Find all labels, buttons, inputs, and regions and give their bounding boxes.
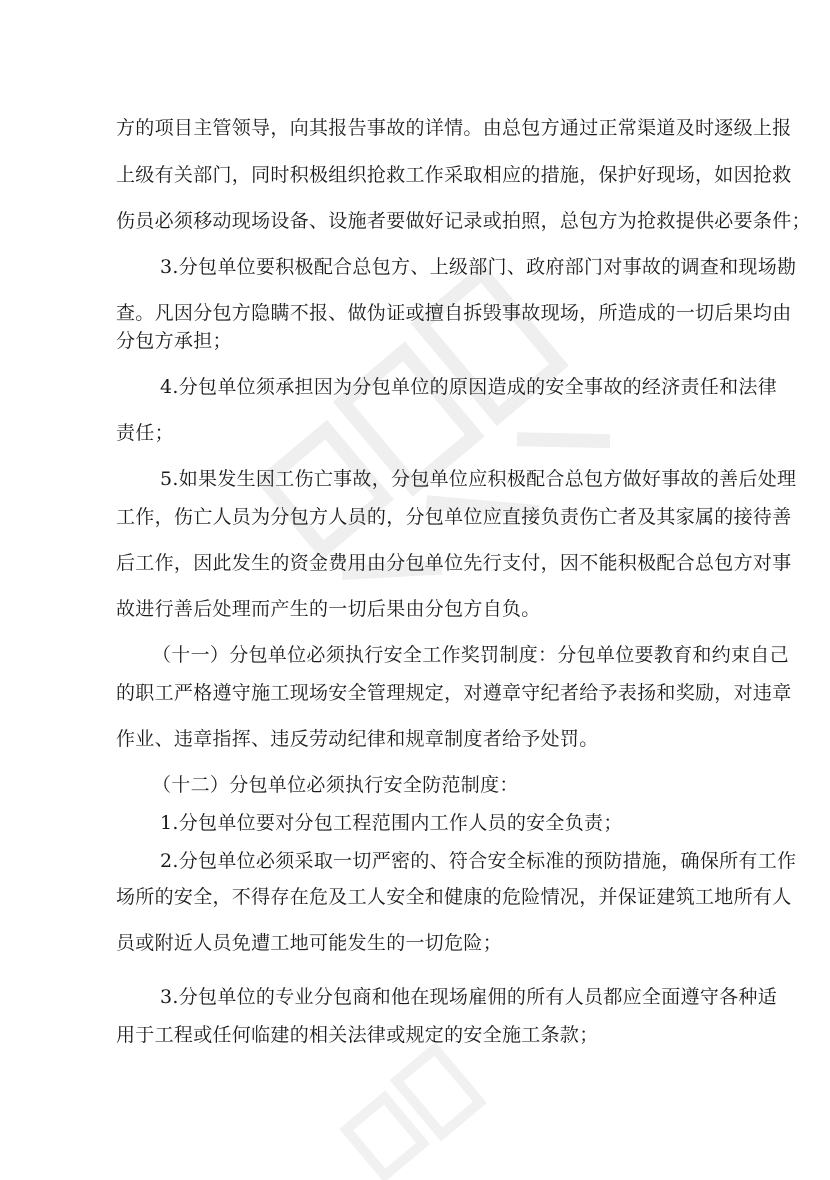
- body-line: 工作，伤亡人员为分包方人员的，分包单位应直接负责伤亡者及其家属的接待善: [116, 506, 792, 528]
- body-line: 场所的安全，不得存在危及工人安全和健康的危险情况，并保证建筑工地所有人: [116, 886, 792, 908]
- body-line: 1.分包单位要对分包工程范围内工作人员的安全负责；: [160, 812, 623, 834]
- body-line: 故进行善后处理而产生的一切后果由分包方自负。: [116, 598, 541, 620]
- body-line: 用于工程或任何临建的相关法律或规定的安全施工条款；: [116, 1024, 599, 1046]
- body-line: 5.如果发生因工伤亡事故，分包单位应积极配合总包方做好事故的善后处理: [160, 468, 797, 490]
- body-line: 责任；: [116, 422, 174, 444]
- body-line: 查。凡因分包方隐瞒不报、做伪证或擅自拆毁事故现场，所造成的一切后果均由: [116, 302, 792, 324]
- body-line: 的职工严格遵守施工现场安全管理规定，对遵章守纪者给予表扬和奖励，对违章: [116, 682, 792, 704]
- body-line: 伤员必须移动现场设备、设施者要做好记录或拍照，总包方为抢救提供必要条件；: [116, 210, 811, 232]
- body-line: （十一）分包单位必须执行安全工作奖罚制度：分包单位要教育和约束自己: [152, 644, 789, 666]
- body-line: （十二）分包单位必须执行安全防范制度：: [152, 774, 519, 796]
- body-line: 方的项目主管领导，向其报告事故的详情。由总包方通过正常渠道及时逐级上报: [116, 117, 792, 139]
- body-line: 上级有关部门，同时积极组织抢救工作采取相应的措施，保护好现场，如因抢救: [116, 164, 792, 186]
- body-line: 后工作，因此发生的资金费用由分包单位先行支付，因不能积极配合总包方对事: [116, 552, 792, 574]
- body-line: 2.分包单位必须采取一切严密的、符合安全标准的预防措施，确保所有工作: [160, 850, 797, 872]
- body-line: 3.分包单位要积极配合总包方、上级部门、政府部门对事故的调查和现场勘: [160, 256, 797, 278]
- body-line: 3.分包单位的专业分包商和他在现场雇佣的所有人员都应全面遵守各种适: [160, 986, 778, 1008]
- body-line: 4.分包单位须承担因为分包单位的原因造成的安全事故的经济责任和法律: [160, 376, 778, 398]
- body-line: 员或附近人员免遭工地可能发生的一切危险；: [116, 932, 503, 954]
- body-line: 分包方承担；: [116, 330, 232, 352]
- body-line: 作业、违章指挥、违反劳动纪律和规章制度者给予处罚。: [116, 728, 599, 750]
- watermark-logo-icon: [330, 1030, 530, 1180]
